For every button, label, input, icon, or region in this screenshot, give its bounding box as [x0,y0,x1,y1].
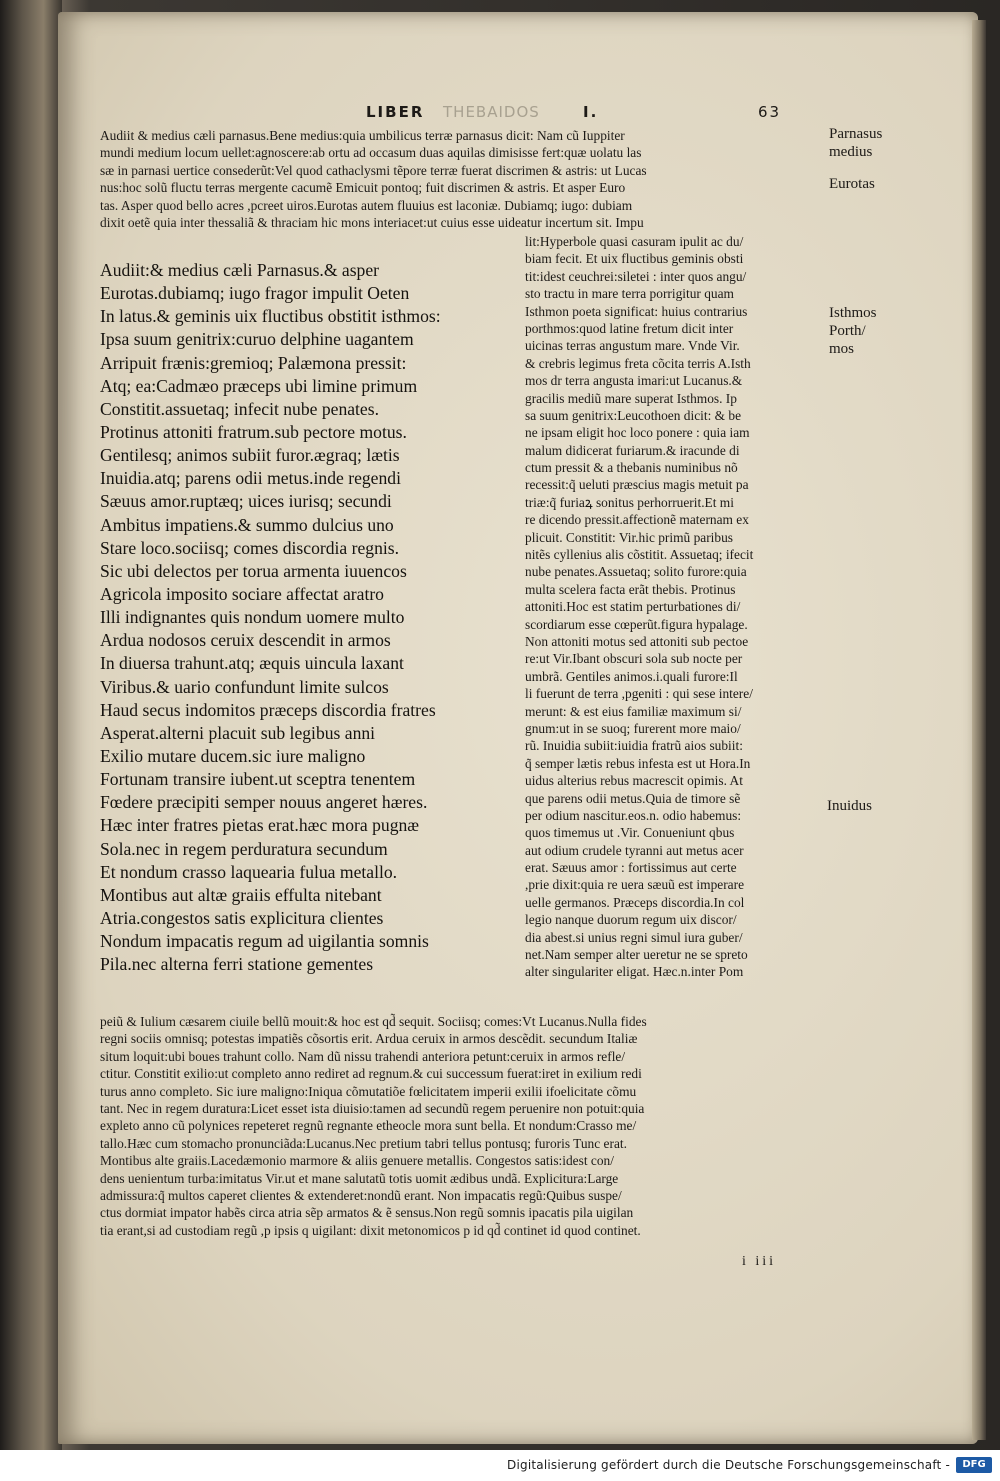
page-fore-edge [972,20,986,1440]
commentary-line: gnum:ut in se suoq; furerent more maio/ [525,720,741,736]
commentary-top [100,127,818,231]
commentary-line: Audiit & medius cæli parnasus.Bene medius:quia umbilicus terræ parnasus dicit: Nam cũ Iuppiter [100,128,625,143]
verse-line: Fœdere præcipiti semper nouus angeret hæres. [100,792,428,813]
dfg-logo: DFG [956,1457,992,1473]
verse-line: Atq; ea:Cadmæo præceps ubi limine primum [100,375,418,396]
verse-line: In latus.& geminis uix fluctibus obstitit isthmos: [100,306,441,327]
commentary-line: per odium nascitur.eos.n. odio habemus: [525,807,742,823]
commentary-line: que parens odii metus.Quia de timore sẽ [525,790,741,806]
verse-line: Agricola imposito sociare affectat aratro [100,583,384,604]
verse-line: Hæc inter fratres pietas erat.hæc mora pugnæ [100,815,420,836]
verse-line: Viribus.& uario confundunt limite sulcos [100,676,389,697]
verse-line: Asperat.alterni placuit sub legibus anni [100,722,376,743]
commentary-line: tallo.Hæc cum stomacho pronunciãda:Lucanus.Nec pretium tabri tellus pontusq; furoris Tunc erat. [100,1135,627,1151]
verse-line: Fortunam transire iubent.ut sceptra tenentem [100,769,416,790]
verse-line: Gentilesq; animos subiit furor.ægraq; lætis [100,445,400,466]
facing-page-edge [0,0,62,1450]
running-head-book-number: I. [583,103,599,121]
commentary-line: regni sociis omnisq; potestas impatiẽs cõsortis erit. Ardua ceruix in armos descẽdit. secundum Italiæ [100,1031,638,1047]
commentary-line: Isthmon poeta significat: huius contrarius [525,303,748,319]
commentary-line: turus anno completo. Sic iure maligno:Iniqua cõmutatiõe fœlicitatem imperii exilii ifoelicitate cõmu [100,1083,637,1099]
verse-line: Nondum impacatis regum ad uigilantia somnis [100,931,429,952]
verse-line: Sola.nec in regem perduratura secundum [100,838,388,859]
commentary-line: uelle germanos. Præceps discordia.In col [525,894,745,910]
verse-line: Eurotas.dubiamq; iugo fragor impulit Oeten [100,283,410,304]
commentary-line: q̃ semper lætis rebus infesta est ut Hora.In [525,755,751,771]
commentary-line: dia abest.si unius regni simul iura guber/ [525,929,743,945]
commentary-line: Montibus alte graiis.Lacedæmonio marmore & aliis genuere metallis. Congestos satis:idest con/ [100,1153,614,1169]
commentary-line: ctum pressit & a thebanis numinibus nõ [525,460,738,476]
commentary-line: dens uenientum turba:imitatus Vir.ut et mane salutatũ totis uomit ædibus undã. Explicitura:Large [100,1170,619,1186]
commentary-line: multa scelera facta erãt thebis. Protinus [525,581,736,597]
verse-line: Ardua nodosos ceruix descendit in armos [100,630,391,651]
commentary-line: triæ:q̃ furiaꝝ sonitus perhorruerit.Et mi [525,494,734,510]
commentary-line: ,prie dixit:quia re uera sæuũ est imperare [525,877,745,893]
commentary-line: rũ. Inuidia subiit:iuidia fratrũ aios subiit: [525,738,743,754]
commentary-line: net.Nam semper alter ueretur ne se spreto [525,947,748,963]
running-head-show-through: THEBAIDOS [443,103,540,121]
verse-line: Pila.nec alterna ferri statione gementes [100,954,374,975]
commentary-line: nus:hoc solũ fluctu terras mergente cacumẽ Emicuit pontoq; fuit discrimen & astris. Et asper Euro [100,180,626,196]
commentary-line: mundi medium locum uellet:agnoscere:ab ortu ad occasum duas aquilas dimisisse fert:quæ uolatu las [100,145,642,161]
commentary-line: quos timemus ut .Vir. Conueniunt qbus [525,825,735,841]
verse-line: Protinus attoniti fratrum.sub pectore motus. [100,421,407,442]
commentary-line: peiũ & Iulium cæsarem ciuile bellũ mouit:& hoc est qd̃ sequit. Sociisq; comes:Vt Lucanus.Nulla fides [100,1014,647,1029]
verse-line: Audiit:& medius cæli Parnasus.& asper [100,260,380,280]
verse-line: Exilio mutare ducem.sic iure maligno [100,745,366,766]
commentary-line: admissura:q̃ multos caperet clientes & extenderet:nondũ erant. Non impacatis regũ:Quibus suspe/ [100,1187,622,1203]
commentary-line: expleto anno cũ polynices repeteret regnũ regnante etheocle mora sunt bella. Et nondum:Crasso me/ [100,1118,637,1134]
commentary-line: porthmos:quod latine fretum dicit inter [525,320,734,336]
commentary-line: recessit:q̃ ueluti præscius magis metuit pa [525,477,749,493]
commentary-line: uidus alterius rebus macrescit opimis. At [525,773,743,789]
verse-line: Et nondum crasso laquearia fulua metallo. [100,861,398,882]
verse-line: Stare loco.sociisq; comes discordia regnis. [100,537,400,558]
margin-note-isthmos: Isthmos Porth/ mos [829,305,877,357]
commentary-line: ne ipsam eligit hoc loco ponere : quia iam [525,425,750,441]
commentary-line: nube penates.Assuetaq; solito furore:quia [525,564,747,580]
folio-number: 63 [758,103,782,121]
commentary-line: Non attoniti motus sed attoniti sub pectoe [525,633,749,649]
commentary-line: umbrã. Gentiles animos.i.quali furore:Il [525,668,738,684]
commentary-line: ctus dormiat impator habẽs circa atria sẽp armatos & ẽ sensus.Non regũ somnis ipacatis pila uigilan [100,1205,634,1221]
commentary-line: uicinas terras angustum mare. Vnde Vir. [525,338,740,354]
verse-line: Sic ubi delectos per torua armenta iuuencos [100,560,407,581]
commentary-line: situm loquit:ubi boues trahunt collo. Nam dũ nissu trahendi anteriora petunt:ceruix in armos refle/ [100,1048,626,1064]
commentary-line: attoniti.Hoc est statim perturbationes di/ [525,599,741,615]
commentary-line: sto tractu in mare terra porrigitur quam [525,286,734,302]
verse-line: Atria.congestos satis explicitura clientes [100,907,384,928]
commentary-line: sa suum genitrix:Leucothoen dicit: & be [525,407,742,423]
commentary-line: dixit oetẽ quia inter thessaliã & thraciam hic mons interiacet:ut cuius esse uideatur incertum sit. Impu [100,214,644,230]
commentary-line: tia erant,si ad custodiam regũ ,p ipsis q uigilant: dixit metonomicos p id qd̃ continet id quod continet. [100,1222,641,1238]
verse-line: Ipsa suum genitrix:curuo delphine uagantem [100,329,414,350]
commentary-line: tas. Asper quod bello acres ,pcreet uiros.Eurotas autem fluuius est laconiæ. Dubiamq; iugo: dubiam [100,197,633,213]
commentary-right-column [525,233,821,981]
commentary-line: plicuit. Constitit: Vir.hic primũ paribus [525,529,733,545]
verse-line: Constitit.assuetaq; infecit nube penates. [100,398,379,419]
commentary-line: lit:Hyperbole quasi casuram ipulit ac du/ [525,234,744,249]
commentary-bottom [100,1013,822,1239]
commentary-line: tit:idest ceuchrei:siletei : inter quos angu/ [525,268,747,284]
commentary-line: biam fecit. Et uix fluctibus geminis obsti [525,251,744,267]
commentary-line: merunt: & est eius familiæ maximum si/ [525,703,742,719]
commentary-line: ctitur. Constitit exilio:ut completo anno rediret ad regnum.& cui successum fuerat:iret in exilium redi [100,1066,642,1082]
commentary-line: nitẽs cyllenius alis cõstitit. Assuetaq; ifecit [525,547,754,563]
verse-line: Ambitus impatiens.& summo dulcius uno [100,514,394,535]
commentary-line: legio nanque duorum regum uix discor/ [525,912,737,928]
commentary-line: re:ut Vir.Ibant obscuri sola sub nocte per [525,651,743,667]
commentary-line: tant. Nec in regem duratura:Licet esset ista diuisio:tamen ad secundũ regem peruenire non potuit:quia [100,1100,645,1116]
commentary-line: re dicendo pressit.affectionẽ maternam ex [525,512,749,528]
commentary-line: li fuerunt de terra ,pgeniti : qui sese intere/ [525,686,753,702]
commentary-line: malum didicerat furiarum.& iracunde di [525,442,740,458]
margin-note-parnasus: Parnasus medius [829,126,883,160]
commentary-line: erat. Sæuus amor : fortissimus aut certe [525,860,737,876]
margin-note-eurotas: Eurotas [829,176,875,192]
digitization-footer [0,1450,1000,1481]
commentary-line: gracilis mediũ mare superat Isthmos. Ip [525,390,737,406]
commentary-line: mos dr terra angusta imari:ut Lucanus.& [525,373,743,389]
funding-credit: Digitalisierung gefördert durch die Deutsche Forschungsgemeinschaft - [507,1458,950,1472]
commentary-line: alter singulariter eligat. Hæc.n.inter Pom [525,964,744,980]
commentary-line: & crebris legimus freta cõcita terris A.Isth [525,355,751,371]
commentary-line: sæ in parnasi uertice consederũt:Vel quod cathaclysmi tẽpore terræ fuerat discrimen & astris: ut Lucas [100,162,647,178]
commentary-line: scordiarum esse cœperũt.figura hypalage. [525,616,748,632]
signature-mark: i iii [742,1254,777,1269]
verse-line: Inuidia.atq; parens odii metus.inde regendi [100,468,401,489]
running-head-liber: LIBER [366,103,425,121]
verse-line: Montibus aut altæ graiis effulta nitebant [100,884,382,905]
verse-line: Illi indignantes quis nondum uomere multo [100,607,405,628]
verse-line: In diuersa trahunt.atq; æquis uincula laxant [100,653,404,674]
verse-line: Sæuus amor.ruptæq; uices iurisq; secundi [100,491,392,512]
verse-line: Haud secus indomitos præceps discordia fratres [100,699,436,720]
verse-line: Arripuit frænis:gremioq; Palæmona pressit: [100,352,407,373]
margin-note-inuidus: Inuidus [827,798,872,814]
commentary-line: aut odium crudele tyranni aut metus acer [525,842,744,858]
verse-text [100,259,520,976]
